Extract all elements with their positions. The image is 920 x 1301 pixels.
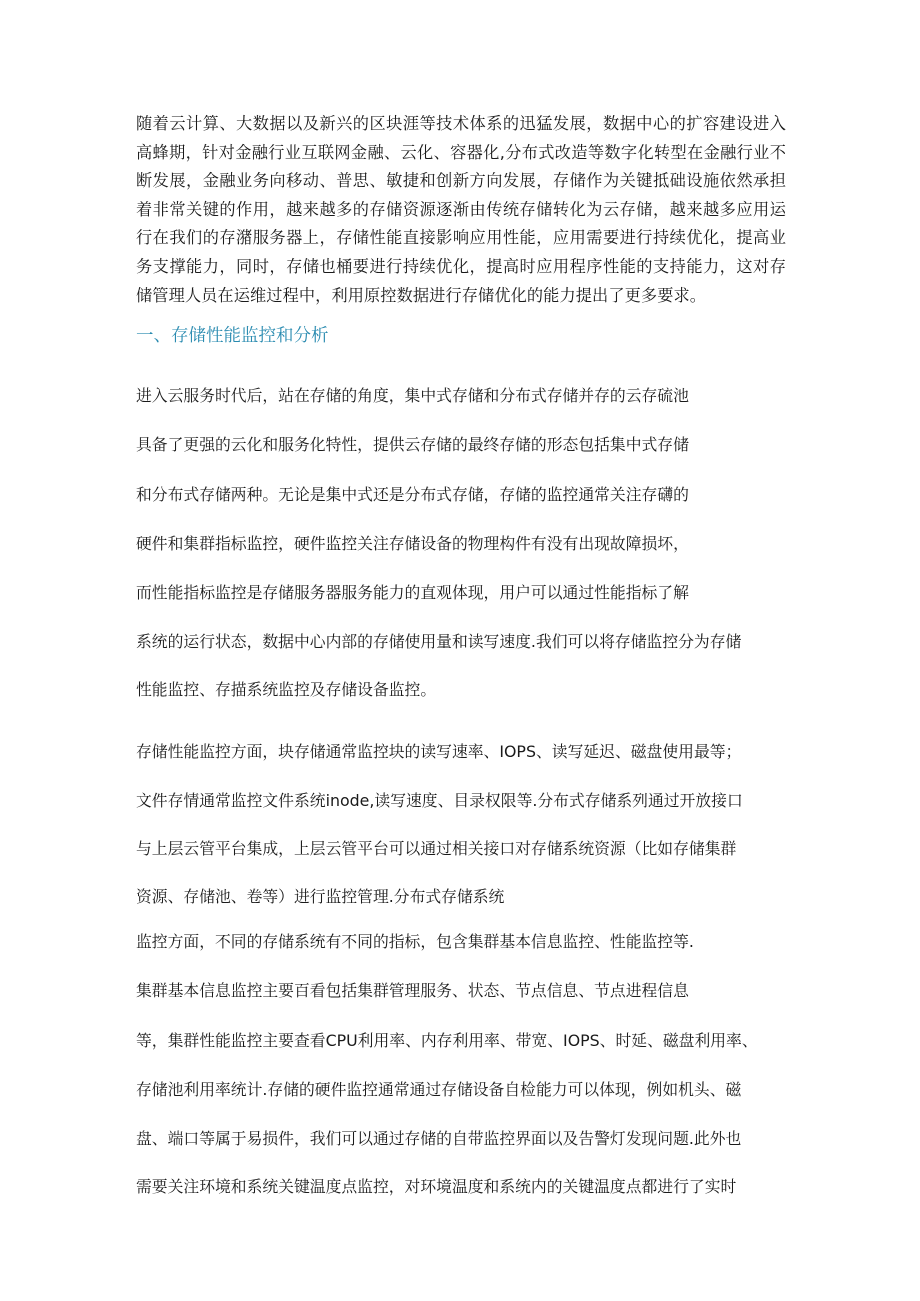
body-line: 存储性能监控方面，块存储通常监控块的读写速率、IOPS、读写延迟、磁盘使用最等；	[136, 742, 742, 761]
body-line: 存储池利用率统计.存储的硬件监控通常通过存储设备自检能力可以体现，例如机头、磁	[136, 1080, 742, 1099]
body-line: 性能监控、存描系统监控及存储设备监控。	[136, 680, 437, 699]
body-line: 而性能指标监控是存储服务器服务能力的直观体现，用户可以通过性能指标了解	[136, 583, 689, 602]
section-heading: 一、存储性能监控和分析	[136, 326, 329, 346]
body-line: 硬件和集群指标监控，硬件监控关注存储设备的物理构件有没有出现故障损坏，	[136, 534, 689, 553]
body-line: 与上层云管平台集成，上层云管平台可以通过相关接口对存储系统资源（比如存储集群	[136, 839, 737, 858]
body-line: 需要关注环境和系统关键温度点监控，对环境温度和系统内的关键温度点都进行了实时	[136, 1177, 737, 1196]
body-line: 具备了更强的云化和服务化特性，提供云存储的最终存储的形态包括集中式存储	[136, 435, 689, 454]
body-line: 等，集群性能监控主要查看CPU利用率、内存利用率、带宽、IOPS、时延、磁盘利用率、	[136, 1031, 758, 1050]
body-line: 盘、端口等属于易损件，我们可以通过存储的自带监控界面以及告警灯发现问题.此外也	[136, 1129, 742, 1148]
body-line: 集群基本信息监控主要百看包括集群管理服务、状态、节点信息、节点进程信息	[136, 981, 689, 1000]
body-line: 系统的运行状态，数据中心内部的存储使用量和读写速度.我们可以将存储监控分为存储	[136, 632, 742, 651]
intro-paragraph: 随着云计算、大数据以及新兴的区块涯等技术体系的迅猛发展，数据中心的扩容建设进入高蜂期，针对金融行业互联网金融、云化、容器化,分布式改造等数字化转型在金融行业不断发展，金融业务向移动、普思、敏捷和创新方向发展，存储作为关键抵础设施依然承担着非常关键的作用，越来越多的存储资源逐渐由传统存储转化为云存储，越来越多应用运行在我们的存潴服务器上，存储性能直接影响应用性能，应用需要进行持续优化，提高业务支撑能力，同时，存储也桶要进行持续优化，提高时应用程序性能的支持能力，这对存储管理人员在运维过程中，利用原控数据进行存储优化的能力提出了更多要求。	[136, 114, 786, 305]
body-line: 文件存情通常监控文件系统inode,读写速度、目录权限等.分布式存储系列通过开放接口	[136, 791, 743, 810]
body-line: 和分布式存储两种。无论是集中式还是分布式存储，存储的监控通常关注存礴的	[136, 485, 689, 504]
body-line: 进入云服务时代后，站在存储的角度，集中式存储和分布式存储并存的云存硫池	[136, 386, 689, 405]
body-line: 监控方面，不同的存储系统有不同的指标，包含集群基本信息监控、性能监控等.	[136, 932, 694, 951]
body-line: 资源、存储池、卷等）进行监控管理.分布式存储系统	[136, 887, 505, 906]
